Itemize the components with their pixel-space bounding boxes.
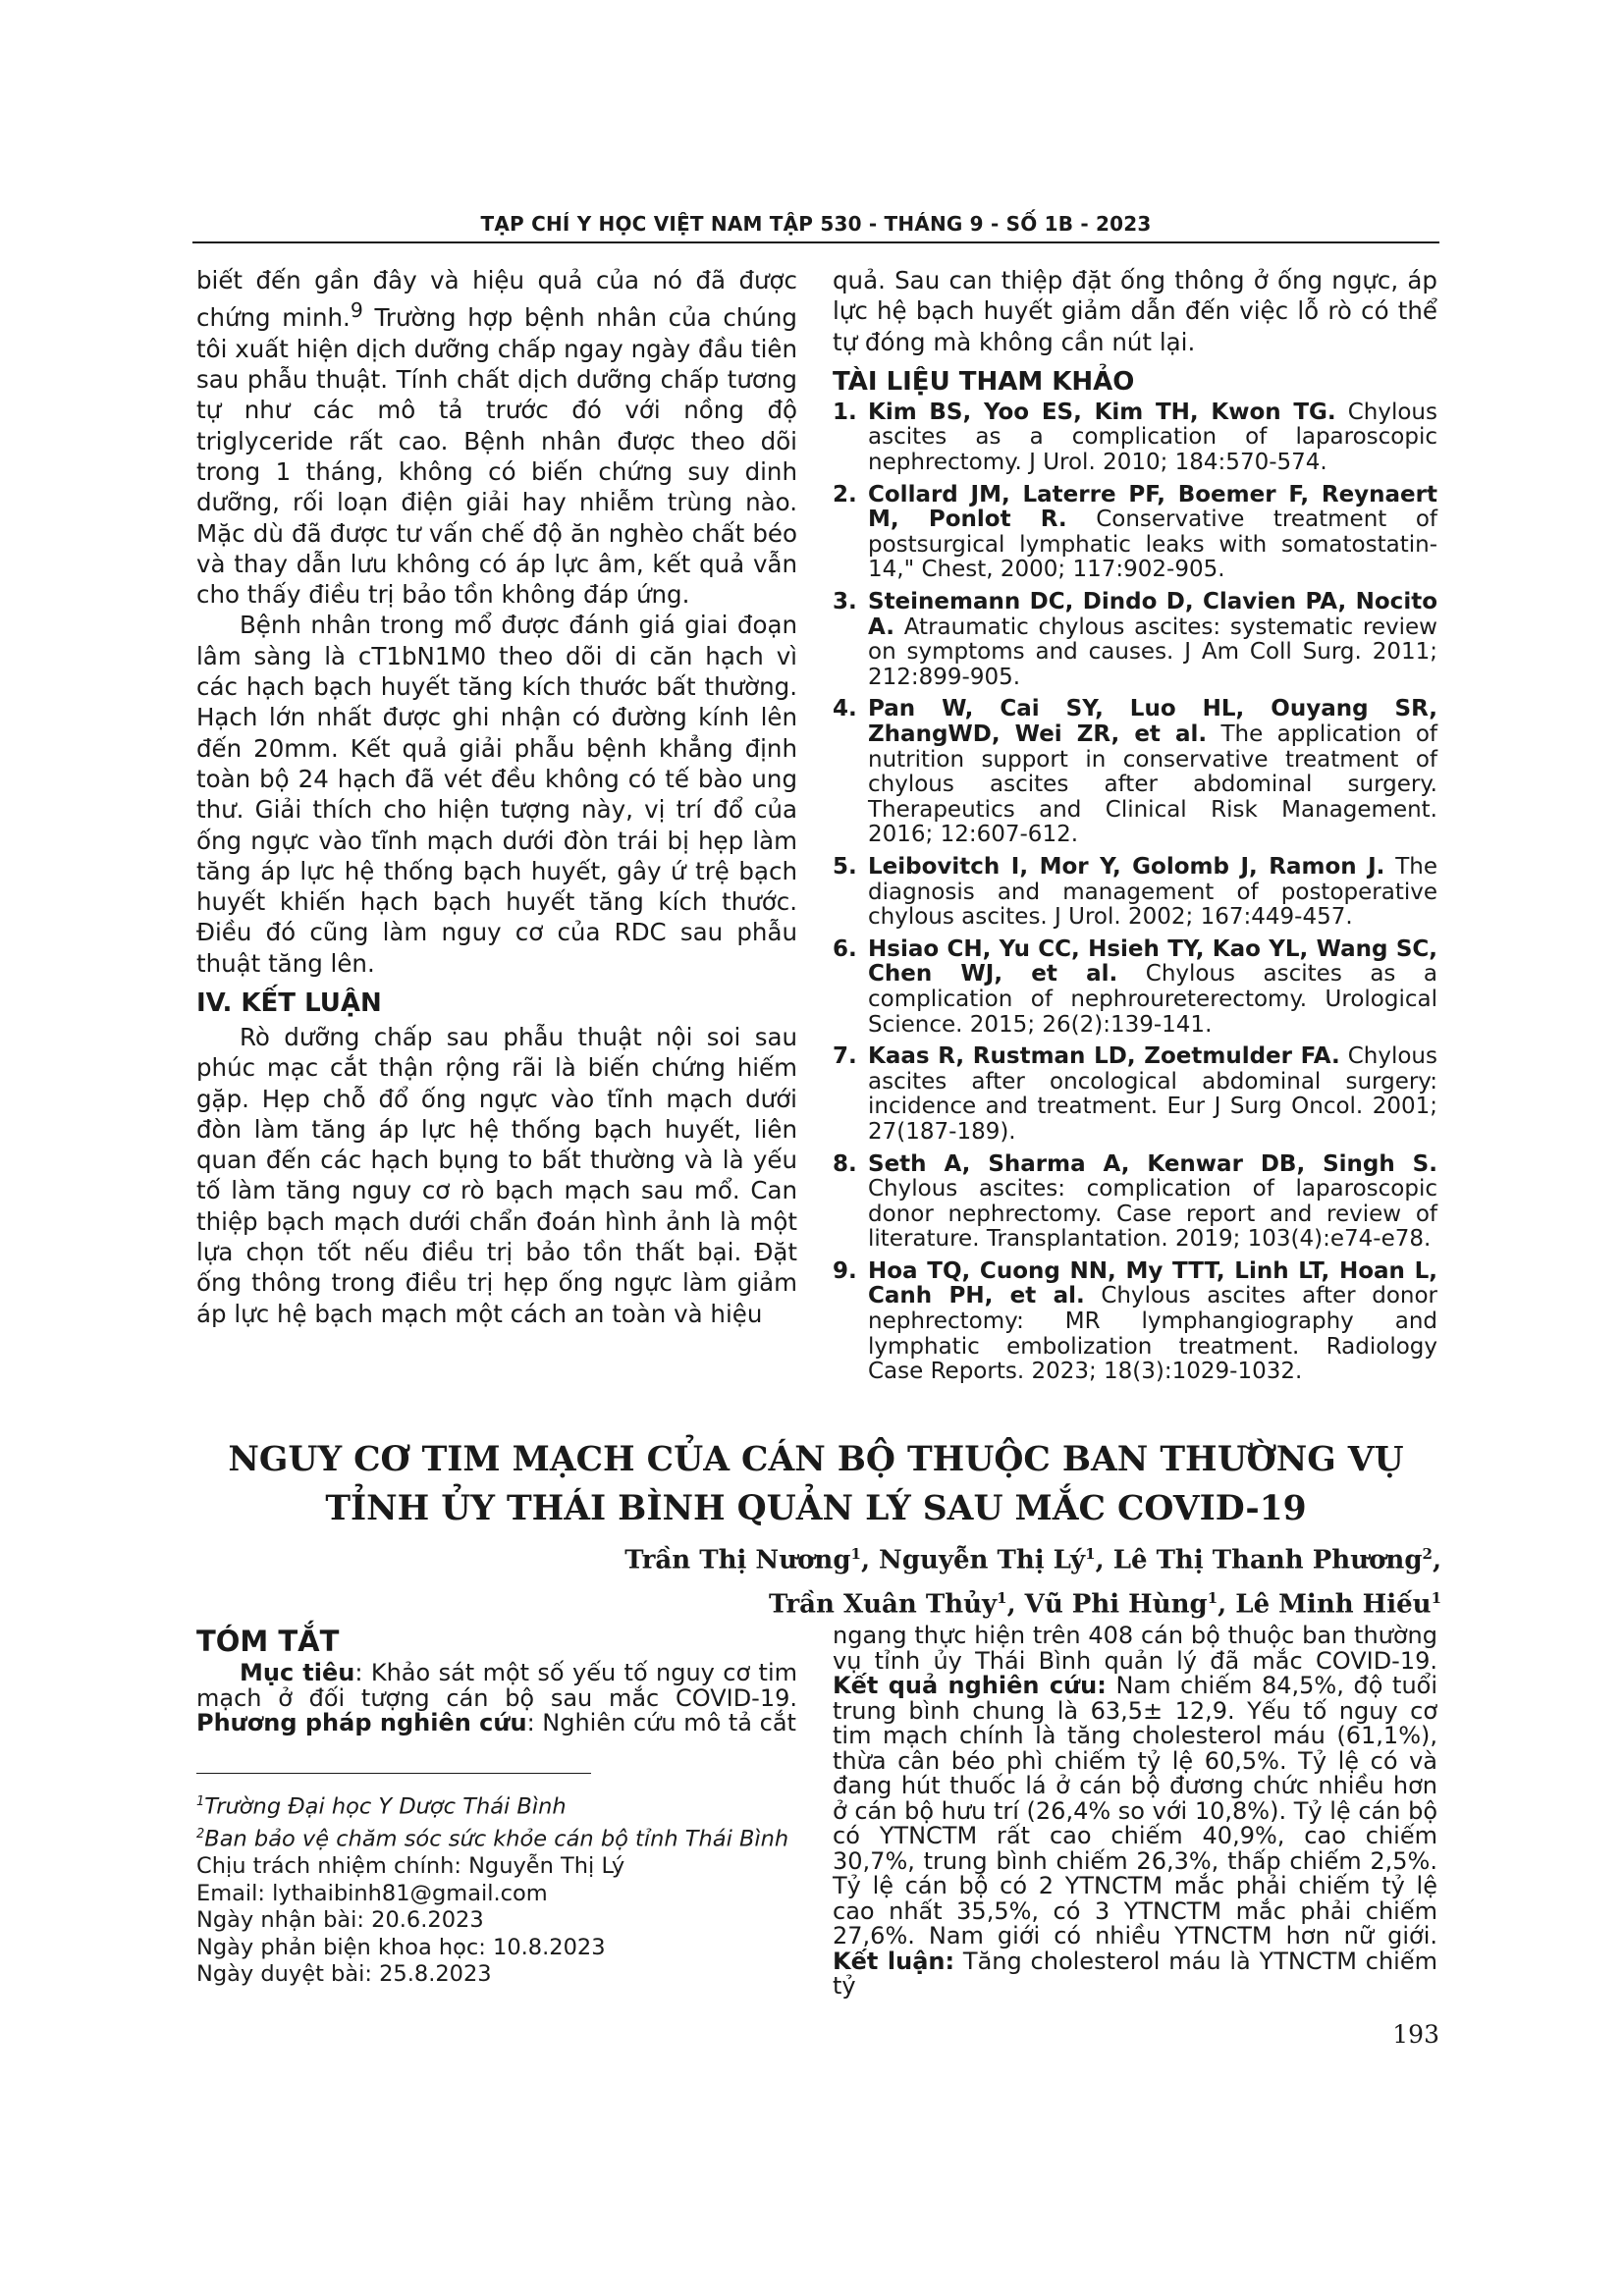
author-line-1 — [192, 1535, 1441, 1579]
reference-item — [833, 697, 1437, 848]
reference-authors: Collard JM, Laterre PF, Boemer F, Reynaert M, Ponlot R. — [868, 481, 1437, 533]
author-affiliation: 1 — [1207, 1588, 1218, 1607]
reference-number: 6. — [833, 935, 857, 962]
footnote-rule — [196, 1773, 591, 1774]
running-head: TẠP CHÍ Y HỌC VIỆT NAM TẬP 530 - THÁNG 9 - SỐ 1B - 2023 — [480, 212, 1152, 236]
conclusion-heading: IV. KẾT LUẬN — [196, 988, 382, 1018]
reference-number: 9. — [833, 1257, 857, 1284]
reference-body — [868, 1152, 1437, 1253]
author-affiliation: 1 — [1431, 1588, 1441, 1607]
abstract-paragraph-continued — [833, 1624, 1437, 2000]
affiliation-2-marker: 2 — [196, 1827, 205, 1842]
author-line-2 — [192, 1579, 1441, 1624]
reference-authors: Steinemann DC, Dindo D, Clavien PA, Nocito A. — [868, 589, 1437, 640]
right-column — [833, 265, 1437, 1392]
discussion-paragraph-2: Bệnh nhân trong mổ được đánh giá giai đoạn lâm sàng là cT1bN1M0 theo dõi di căn hạch vì các hạch bạch huyết tăng kích thước bất thường. Hạch lớn nhất được ghi nhận có đường kính lên đến 20mm. Kết quả giải phẫu bệnh khẳng định toàn bộ 24 hạch đã vét đều không có tế bào ung thư. Giải thích cho hiện tượng này, vị trí đổ của ống ngực vào tĩnh mạch dưới đòn trái bị hẹp làm tăng áp lực hệ thống bạch huyết, gây ứ trệ bạch huyết khiến hạch bạch huyết tăng kích thước. Điều đó cũng làm nguy cơ của RDC sau phẫu thuật tăng lên. — [196, 611, 797, 978]
reference-text: The diagnosis and management of postoperative chylous ascites. J Urol. 2002; 167:449-457. — [868, 853, 1437, 931]
reference-authors: Kaas R, Rustman LD, Zoetmulder FA. — [868, 1043, 1340, 1070]
article-title-line-1: NGUY CƠ TIM MẠCH CỦA CÁN BỘ THUỘC BAN THƯỜNG VỤ — [228, 1440, 1404, 1479]
reference-body — [868, 1259, 1437, 1385]
article-title — [192, 1435, 1439, 1533]
references-heading: TÀI LIỆU THAM KHẢO — [833, 366, 1135, 397]
reference-item — [833, 855, 1437, 931]
reference-text: Chylous ascites after donor nephrectomy: MR lymphangiography and lymphatic embolization treatment. Radiology Case Reports. 2023; 18(3):1029-1032. — [868, 1283, 1438, 1385]
conclusion-label: Kết luận: — [833, 1947, 955, 1975]
author-separator: , — [1218, 1589, 1236, 1620]
reference-item — [833, 937, 1437, 1038]
reference-authors: Kim BS, Yoo ES, Kim TH, Kwon TG. — [868, 399, 1336, 425]
reference-text: Chylous ascites after oncological abdominal surgery: incidence and treatment. Eur J Surg Oncol. 2001; 27(187-189). — [868, 1043, 1437, 1145]
affiliation-2-text: Ban bảo vệ chăm sóc sức khỏe cán bộ tỉnh Thái Bình — [204, 1826, 789, 1852]
reference-text: Chylous ascites as a complication of nephroureterectomy. Urological Science. 2015; 26(2):139-141. — [868, 961, 1437, 1038]
abstract-left-column — [196, 1624, 797, 1736]
reference-item — [833, 590, 1437, 690]
author-name: Vũ Phi Hùng — [1024, 1589, 1208, 1620]
reference-item — [833, 1152, 1437, 1253]
reference-number: 5. — [833, 853, 857, 880]
reference-text: Atraumatic chylous ascites: systematic review on symptoms and causes. J Am Coll Surg. 2011; 212:899-905. — [868, 614, 1437, 690]
reference-body — [868, 937, 1437, 1038]
email-line: Email: lythaibinh81@gmail.com — [196, 1880, 548, 1906]
reference-authors: Hoa TQ, Cuong NN, My TTT, Linh LT, Hoan L, Canh PH, et al. — [868, 1257, 1437, 1309]
received-date: Ngày nhận bài: 20.6.2023 — [196, 1907, 484, 1933]
reference-authors: Hsiao CH, Yu CC, Hsieh TY, Kao YL, Wang SC, Chen WJ, et al. — [868, 935, 1437, 988]
objective-text: : Khảo sát một số yếu tố nguy cơ tim mạch ở đối tượng cán bộ sau mắc COVID-19. — [196, 1659, 797, 1712]
reference-authors: Seth A, Sharma A, Kenwar DB, Singh S. — [868, 1150, 1437, 1177]
corresponding-author: Chịu trách nhiệm chính: Nguyễn Thị Lý — [196, 1853, 625, 1879]
reference-body — [868, 483, 1437, 583]
author-name: Trần Xuân Thủy — [769, 1589, 998, 1620]
abstract-paragraph-start — [196, 1661, 797, 1736]
reference-text: Chylous ascites as a complication of laparoscopic nephrectomy. J Urol. 2010; 184:570-574. — [868, 399, 1437, 476]
left-column — [196, 265, 797, 1329]
reference-number: 4. — [833, 696, 857, 722]
affiliation-1-marker: 1 — [196, 1794, 205, 1809]
reference-item — [833, 1259, 1437, 1385]
reference-body — [868, 1044, 1437, 1145]
conclusion-continuation: quả. Sau can thiệp đặt ống thông ở ống ngực, áp lực hệ bạch huyết giảm dẫn đến việc lỗ rò có thể tự đóng mà không cần nút lại. — [833, 266, 1437, 356]
reference-number: 3. — [833, 589, 857, 615]
reference-number: 1. — [833, 399, 857, 425]
method-text: : Nghiên cứu mô tả cắt — [526, 1709, 796, 1736]
author-separator: , — [860, 1545, 880, 1575]
article-title-line-2: TỈNH ỦY THÁI BÌNH QUẢN LÝ SAU MẮC COVID-19 — [325, 1489, 1307, 1528]
affiliation-1 — [196, 1789, 825, 1821]
reference-authors: Leibovitch I, Mor Y, Golomb J, Ramon J. — [868, 853, 1385, 880]
objective-label: Mục tiêu — [240, 1659, 355, 1686]
author-name: Nguyễn Thị Lý — [879, 1545, 1086, 1575]
reference-number: 2. — [833, 481, 857, 507]
method-label: Phương pháp nghiên cứu — [196, 1709, 527, 1736]
author-affiliation: 1 — [1085, 1545, 1096, 1563]
author-affiliation: 2 — [1422, 1545, 1433, 1563]
author-separator: , — [1432, 1545, 1441, 1575]
reference-list — [833, 400, 1437, 1385]
reference-item — [833, 483, 1437, 583]
reference-body — [868, 590, 1437, 690]
affiliation-2 — [196, 1821, 825, 1853]
reference-authors: Pan W, Cai SY, Luo HL, Ouyang SR, ZhangWD, Wei ZR, et al. — [868, 696, 1437, 748]
reference-number: 7. — [833, 1043, 857, 1070]
page-number: 193 — [1392, 2020, 1439, 2049]
author-separator: , — [1006, 1589, 1025, 1620]
header-rule — [192, 241, 1439, 243]
author-name: Lê Thị Thanh Phương — [1112, 1545, 1423, 1575]
results-text: Nam chiếm 84,5%, độ tuổi trung bình chung là 63,5± 12,9. Yếu tố nguy cơ tim mạch chính là tăng cholesterol máu (61,1%), thừa cân béo phì chiếm tỷ lệ 60,5%. Tỷ lệ có và đang hút thuốc lá ở cán bộ đương chức nhiều hơn ở cán bộ hưu trí (26,4% so với 10,8%). Tỷ lệ cán bộ có YTNCTM rất cao chiếm 40,9%, cao chiếm 30,7%, trung bình chiếm 26,3%, thấp chiếm 2,5%. Tỷ lệ cán bộ có 2 YTNCTM mắc phải chiếm tỷ lệ cao nhất 35,5%, có 3 YTNCTM mắc phải chiếm 27,6%. Nam giới có nhiều YTNCTM hơn nữ giới. — [833, 1672, 1438, 1949]
method-text-continued: ngang thực hiện trên 408 cán bộ thuộc ban thường vụ tỉnh ủy Thái Bình quản lý đã mắc COVID-19. — [833, 1622, 1437, 1675]
reference-body — [868, 855, 1437, 931]
author-name: Lê Minh Hiếu — [1235, 1589, 1432, 1620]
accepted-date: Ngày duyệt bài: 25.8.2023 — [196, 1961, 492, 1987]
citation-superscript: 9 — [350, 298, 363, 323]
discussion-text-b: Trường hợp bệnh nhân của chúng tôi xuất hiện dịch dưỡng chấp ngay ngày đầu tiên sau phẫu thuật. Tính chất dịch dưỡng chấp tương tự như các mô tả trước đó với nồng độ triglyceride rất cao. Bệnh nhân được theo dõi trong 1 tháng, không có biến chứng suy dinh dưỡng, rối loạn điện giải hay nhiễm trùng nào. Mặc dù đã được tư vấn chế độ ăn nghèo chất béo và thay dẫn lưu không có áp lực âm, kết quả vẫn cho thấy điều trị bảo tồn không đáp ứng. — [196, 303, 797, 610]
author-separator: , — [1095, 1545, 1113, 1575]
abstract-right-column — [833, 1624, 1437, 2000]
author-list — [192, 1535, 1441, 1623]
author-affiliation: 1 — [997, 1588, 1007, 1607]
conclusion-text: Tăng cholesterol máu là YTNCTM chiếm tỷ — [833, 1947, 1437, 2000]
reference-text: Conservative treatment of postsurgical lymphatic leaks with somatostatin-14," Chest, 2000; 117:902-905. — [868, 507, 1437, 583]
abstract-heading: TÓM TẮT — [196, 1625, 340, 1658]
author-name: Trần Thị Nương — [624, 1545, 851, 1575]
reference-number: 8. — [833, 1150, 857, 1177]
discussion-paragraph-1 — [196, 265, 797, 610]
affiliation-1-text: Trường Đại học Y Dược Thái Bình — [204, 1793, 567, 1820]
footnotes — [196, 1789, 825, 1989]
discussion-text-a: biết đến gần đây và hiệu quả của nó đã được chứng minh. — [196, 266, 797, 333]
conclusion-paragraph: Rò dưỡng chấp sau phẫu thuật nội soi sau phúc mạc cắt thận rộng rãi là biến chứng hiếm gặp. Hẹp chỗ đổ ống ngực vào tĩnh mạch dưới đòn làm tăng áp lực hệ thống bạch huyết, liên quan đến các hạch bụng to bất thường và là yếu tố làm tăng nguy cơ rò bạch mạch sau mổ. Can thiệp bạch mạch dưới chẩn đoán hình ảnh là một lựa chọn tốt nếu điều trị bảo tồn thất bại. Đặt ống thông trong điều trị hẹp ống ngực làm giảm áp lực hệ bạch mạch một cách an toàn và hiệu — [196, 1022, 797, 1328]
results-label: Kết quả nghiên cứu: — [833, 1672, 1107, 1699]
reference-item — [833, 1044, 1437, 1145]
reference-body — [868, 697, 1437, 848]
reference-text: The application of nutrition support in conservative treatment of chylous ascites after abdominal surgery. Therapeutics and Clinical Risk Management. 2016; 12:607-612. — [868, 721, 1437, 848]
author-affiliation: 1 — [850, 1545, 861, 1563]
reference-text: Chylous ascites: complication of laparoscopic donor nephrectomy. Case report and review of literature. Transplantation. 2019; 103(4):e74-e78. — [868, 1176, 1437, 1253]
reference-item — [833, 400, 1437, 476]
review-date: Ngày phản biện khoa học: 10.8.2023 — [196, 1934, 606, 1960]
reference-body — [868, 400, 1437, 476]
